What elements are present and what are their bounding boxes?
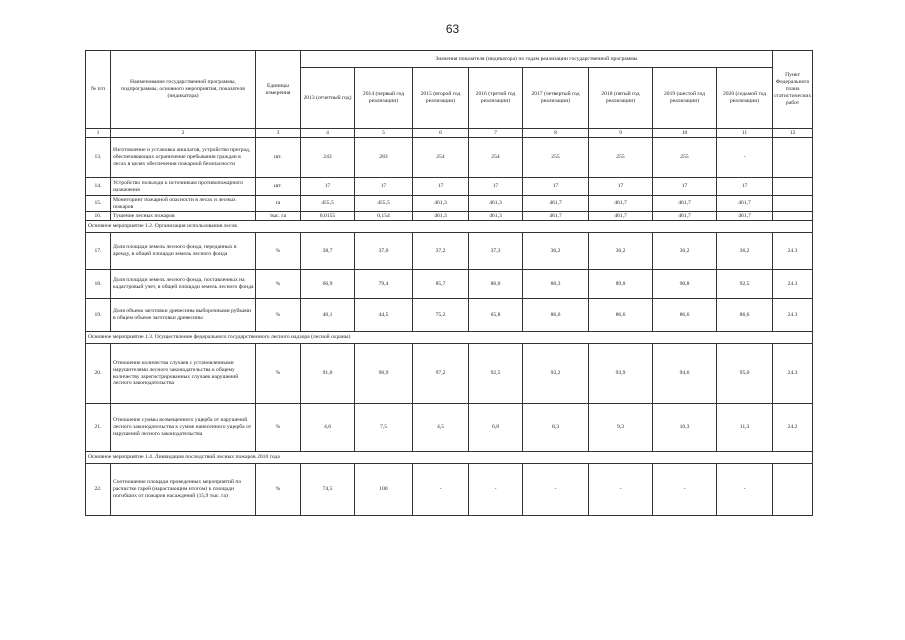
table-row	[86, 270, 813, 299]
plan-item	[773, 196, 813, 212]
year-value: 0,0155	[301, 212, 355, 221]
row-number: 20.	[86, 344, 111, 404]
unit: га	[256, 196, 301, 212]
section-heading-1-2: Основное мероприятие 1.2. Организация использования лесов	[86, 221, 813, 233]
year-value: 37,3	[469, 233, 523, 270]
unit: %	[256, 299, 301, 332]
year-value: 461,7	[589, 196, 653, 212]
year-value: 7,5	[355, 404, 413, 452]
year-value: 36,2	[653, 233, 717, 270]
year-value: 92,5	[717, 270, 773, 299]
year-value: -	[717, 138, 773, 178]
indicator-name: Доля площади земель лесного фонда, переданных в аренду, в общей площади земель лесного фонда	[111, 233, 256, 270]
row-number: 17.	[86, 233, 111, 270]
year-value: 65,8	[469, 299, 523, 332]
indicator-name: Отношение количества случаев с установленными нарушителями лесного законодательства к общему количеству зарегистрированных случаев нарушений лесного законодательства	[111, 344, 256, 404]
row-number: 14.	[86, 178, 111, 196]
year-value: 38,7	[301, 233, 355, 270]
year-value: 461,7	[653, 196, 717, 212]
header-year: 2017 (четвертый год реализации)	[523, 68, 589, 129]
indicator-name: Доля объема заготовки древесины выборочными рубками в общем объеме заготовки древесины	[111, 299, 256, 332]
year-value: 9,3	[589, 404, 653, 452]
table-row	[86, 196, 813, 212]
row-number: 22.	[86, 464, 111, 516]
year-value: 17	[355, 178, 413, 196]
year-value: 461,7	[717, 212, 773, 221]
header-year: 2015 (второй год реализации)	[413, 68, 469, 129]
row-number: 16.	[86, 212, 111, 221]
year-value: 0,154	[355, 212, 413, 221]
year-value: 461,3	[413, 212, 469, 221]
col-index: 8	[523, 129, 589, 138]
plan-item	[773, 464, 813, 516]
row-number: 13.	[86, 138, 111, 178]
year-value: 17	[469, 178, 523, 196]
year-value: 455,5	[355, 196, 413, 212]
year-value: 4,6	[301, 404, 355, 452]
header-no: № п/п	[86, 51, 111, 129]
year-value: 85,7	[413, 270, 469, 299]
year-value: 17	[301, 178, 355, 196]
unit: %	[256, 270, 301, 299]
year-value: 17	[717, 178, 773, 196]
year-value: 255	[523, 138, 589, 178]
year-value: 86,6	[589, 299, 653, 332]
year-value: 36,2	[717, 233, 773, 270]
section-row	[86, 332, 813, 344]
year-value: 283	[355, 138, 413, 178]
year-value: -	[523, 464, 589, 516]
header-year: 2016 (третий год реализации)	[469, 68, 523, 129]
year-value: 254	[413, 138, 469, 178]
year-value: 79,4	[355, 270, 413, 299]
indicator-name: Соотношение площади проведенных мероприятий по расчистке гарей (нарастающим итогом) к площади погибших от пожаров насаждений (15,9 тыс. га)	[111, 464, 256, 516]
header-unit: Единицы измерения	[256, 51, 301, 129]
year-value: 93,9	[589, 344, 653, 404]
year-value: 97,2	[413, 344, 469, 404]
unit: шт.	[256, 178, 301, 196]
year-value: 96,9	[355, 344, 413, 404]
header-name: Наименование государственной программы, подпрограммы, основного мероприятия, показателя (индикатора)	[111, 51, 256, 129]
indicator-name: Тушение лесных пожаров	[111, 212, 256, 221]
year-value: 461,7	[523, 212, 589, 221]
year-value: -	[717, 464, 773, 516]
unit: %	[256, 344, 301, 404]
year-value: 93,2	[523, 344, 589, 404]
year-value: 255	[589, 138, 653, 178]
year-value: 461,3	[469, 196, 523, 212]
section-row	[86, 452, 813, 464]
indicators-table	[85, 50, 813, 516]
year-value: 86,6	[523, 299, 589, 332]
year-value: 11,3	[717, 404, 773, 452]
year-value: 455,5	[301, 196, 355, 212]
plan-item: 24.3	[773, 299, 813, 332]
row-number: 19.	[86, 299, 111, 332]
year-value: 75,2	[413, 299, 469, 332]
year-value: 86,6	[653, 299, 717, 332]
year-value: 17	[523, 178, 589, 196]
year-value: 254	[469, 138, 523, 178]
year-value: 74,5	[301, 464, 355, 516]
year-value: 92,5	[469, 344, 523, 404]
year-value: 8,3	[523, 404, 589, 452]
year-value: 17	[589, 178, 653, 196]
year-value: -	[413, 464, 469, 516]
year-value: 89,0	[589, 270, 653, 299]
col-index: 5	[355, 129, 413, 138]
year-value: 37,2	[413, 233, 469, 270]
year-value: 91,0	[301, 344, 355, 404]
header-values-group: Значения показателя (индикатора) по годам реализации государственной программы	[301, 51, 773, 68]
year-value: 100	[355, 464, 413, 516]
year-value: 10,3	[653, 404, 717, 452]
year-value: 461,3	[413, 196, 469, 212]
col-index: 12	[773, 129, 813, 138]
table-row	[86, 233, 813, 270]
unit: %	[256, 233, 301, 270]
year-value: 66,9	[301, 270, 355, 299]
year-value: 36,2	[523, 233, 589, 270]
indicator-name: Изготовление и установка аншлагов, устройство преград, обеспечивающих ограничение пребывания граждан в лесах в целях обеспечения пожарной безопасности	[111, 138, 256, 178]
year-value: 6,8	[469, 404, 523, 452]
col-index: 10	[653, 129, 717, 138]
col-index: 2	[111, 129, 256, 138]
plan-item	[773, 138, 813, 178]
year-value: 4,5	[413, 404, 469, 452]
year-value: 243	[301, 138, 355, 178]
row-number: 15.	[86, 196, 111, 212]
year-value: 95,0	[717, 344, 773, 404]
unit: %	[256, 404, 301, 452]
year-value: 37,0	[355, 233, 413, 270]
plan-item: 24.3	[773, 233, 813, 270]
section-row	[86, 221, 813, 233]
year-value: 90,8	[653, 270, 717, 299]
year-value: -	[469, 464, 523, 516]
year-value: 86,0	[469, 270, 523, 299]
section-heading-1-4: Основное мероприятие 1.4. Ликвидация последствий лесных пожаров 2010 года	[86, 452, 813, 464]
year-value: -	[653, 464, 717, 516]
col-index: 6	[413, 129, 469, 138]
year-value: 461,7	[717, 196, 773, 212]
year-value: 461,3	[469, 212, 523, 221]
plan-item: 24.3	[773, 270, 813, 299]
plan-item	[773, 178, 813, 196]
indicator-name: Доля площади земель лесного фонда, поставленных на кадастровый учет, в общей площади земель лесного фонда	[111, 270, 256, 299]
year-value: 40,1	[301, 299, 355, 332]
col-index: 4	[301, 129, 355, 138]
indicator-name: Мониторинг пожарной опасности в лесах и лесных пожаров	[111, 196, 256, 212]
table-row	[86, 178, 813, 196]
year-value: 44,5	[355, 299, 413, 332]
col-index: 7	[469, 129, 523, 138]
header-year: 2020 (седьмой год реализации)	[717, 68, 773, 129]
year-value: 86,6	[717, 299, 773, 332]
plan-item: 24.3	[773, 344, 813, 404]
year-value: 36,2	[589, 233, 653, 270]
table-row	[86, 299, 813, 332]
row-number: 18.	[86, 270, 111, 299]
plan-item	[773, 212, 813, 221]
indicator-name: Отношение суммы возмещенного ущерба от нарушений лесного законодательства к сумме нанесенного ущерба от нарушений лесного законодательства	[111, 404, 256, 452]
header-plan: Пункт Федерального плана статистических работ	[773, 51, 813, 129]
year-value: -	[589, 464, 653, 516]
plan-item: 24.2	[773, 404, 813, 452]
header-year: 2014 (первый год реализации)	[355, 68, 413, 129]
year-value: 461,7	[653, 212, 717, 221]
header-row	[86, 51, 813, 68]
year-value: 461,7	[523, 196, 589, 212]
col-index: 9	[589, 129, 653, 138]
indicator-name: Устройство пользоди к источникам противопожарного назначения	[111, 178, 256, 196]
col-index: 3	[256, 129, 301, 138]
year-value: 255	[653, 138, 717, 178]
unit: шт.	[256, 138, 301, 178]
year-value: 17	[653, 178, 717, 196]
table-row	[86, 344, 813, 404]
table-row	[86, 138, 813, 178]
table-row	[86, 464, 813, 516]
year-value: 94,6	[653, 344, 717, 404]
year-value: 17	[413, 178, 469, 196]
table-row	[86, 212, 813, 221]
row-number: 21.	[86, 404, 111, 452]
year-value: 88,3	[523, 270, 589, 299]
col-index: 1	[86, 129, 111, 138]
year-value: 461,7	[589, 212, 653, 221]
header-year: 2013 (отчетный год)	[301, 68, 355, 129]
header-year: 2019 (шестой год реализации)	[653, 68, 717, 129]
page-number: 63	[445, 22, 460, 36]
unit: %	[256, 464, 301, 516]
section-heading-1-3: Основное мероприятие 1.3. Осуществление федерального государственного лесного надзора (лесной охраны)	[86, 332, 813, 344]
col-index: 11	[717, 129, 773, 138]
column-index-row	[86, 129, 813, 138]
table-row	[86, 404, 813, 452]
header-year: 2018 (пятый год реализации)	[589, 68, 653, 129]
unit: тыс. га	[256, 212, 301, 221]
